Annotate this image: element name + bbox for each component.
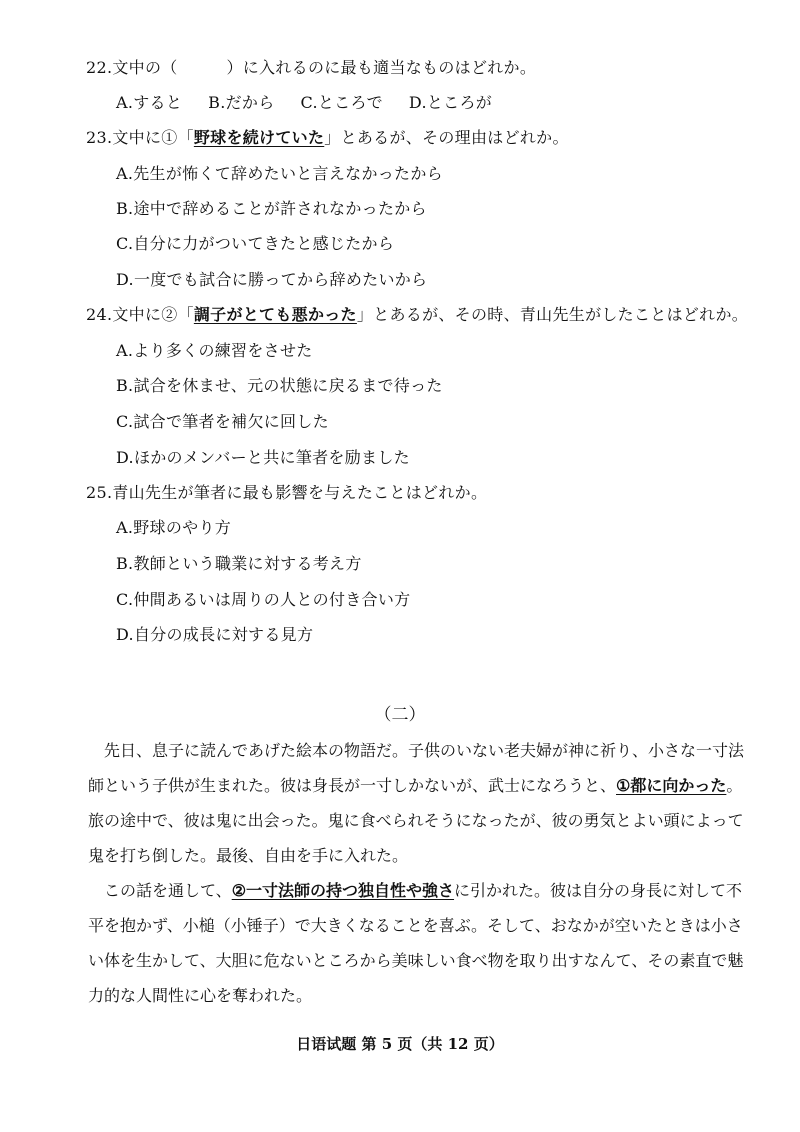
paragraph-2: [88, 873, 748, 1013]
reading-passage: [88, 733, 748, 1013]
text-run: 先日、息子に読んであげた絵本の物語だ。子供のいない老夫婦が神に祈り、小さな一寸法師という子供が生まれた。彼は身長が一寸しかないが、武士になろうと、: [88, 741, 745, 795]
page-footer: 日语试题 第 5 页（共 12 页）: [296, 1035, 504, 1053]
option-b: B.途中で辞めることが許されなかったから: [116, 199, 427, 218]
option-a: A.より多くの練習をさせた: [116, 341, 313, 360]
option-c: C.仲間あるいは周りの人との付き合い方: [116, 590, 411, 609]
question-22-stem: 22.文中の（ ）に入れるのに最も適当なものはどれか。: [86, 58, 537, 77]
text-run: に引かれた。彼は自分の身長に対して不平を抱かず、小槌（小锤子）で大きくなることを喜ぶ。そして、おなかが空いたときは小さい体を生かして、大胆に危ないところから美味しい食べ物を取り出すなんて、その素直で魅力的な人間性に心を奪われた。: [88, 881, 744, 1005]
underlined-phrase: 野球を続けていた: [193, 128, 325, 147]
question-22-options: [116, 92, 492, 114]
option-c: C.試合で筆者を補欠に回した: [116, 412, 329, 431]
option-b: B.試合を休ませ、元の状態に戻るまで待った: [116, 376, 443, 395]
option-d: D.ところが: [408, 93, 493, 112]
question-24-stem: [86, 304, 748, 326]
stem-prefix: 23.文中に①「: [86, 128, 194, 147]
option-d: D.自分の成長に対する見方: [116, 625, 314, 644]
underlined-phrase: ①都に向かった: [616, 776, 727, 795]
option-c: C.ところで: [300, 93, 383, 112]
paragraph-1: [88, 733, 748, 873]
underlined-phrase: 調子がとても悪かった: [193, 305, 357, 324]
option-a: A.すると: [116, 93, 183, 112]
text-run: この話を通して、: [104, 881, 232, 900]
option-b: B.教師という職業に対する考え方: [116, 554, 362, 573]
text-run: 。旅の途中で、彼は鬼に出会った。鬼に食べられそうになったが、彼の勇気とよい頭によって鬼を打ち倒した。最後、自由を手に入れた。: [88, 776, 744, 865]
stem-suffix: 」とあるが、その理由はどれか。: [324, 128, 569, 147]
question-23-stem: [86, 127, 569, 149]
section-title: （二）: [374, 705, 426, 725]
option-a: A.先生が怖くて辞めたいと言えなかったから: [116, 164, 443, 183]
option-c: C.自分に力がついてきたと感じたから: [116, 234, 395, 253]
stem-prefix: 24.文中に②「: [86, 305, 194, 324]
question-25-stem: 25.青山先生が筆者に最も影響を与えたことはどれか。: [86, 483, 488, 502]
stem-suffix: 」とあるが、その時、青山先生がしたことはどれか。: [356, 305, 749, 324]
underlined-phrase: ②一寸法師の持つ独自性や強さ: [231, 881, 455, 900]
option-d: D.ほかのメンバーと共に筆者を励ました: [116, 448, 410, 467]
option-d: D.一度でも試合に勝ってから辞めたいから: [116, 270, 428, 289]
option-a: A.野球のやり方: [116, 518, 232, 537]
option-b: B.だから: [208, 93, 275, 112]
